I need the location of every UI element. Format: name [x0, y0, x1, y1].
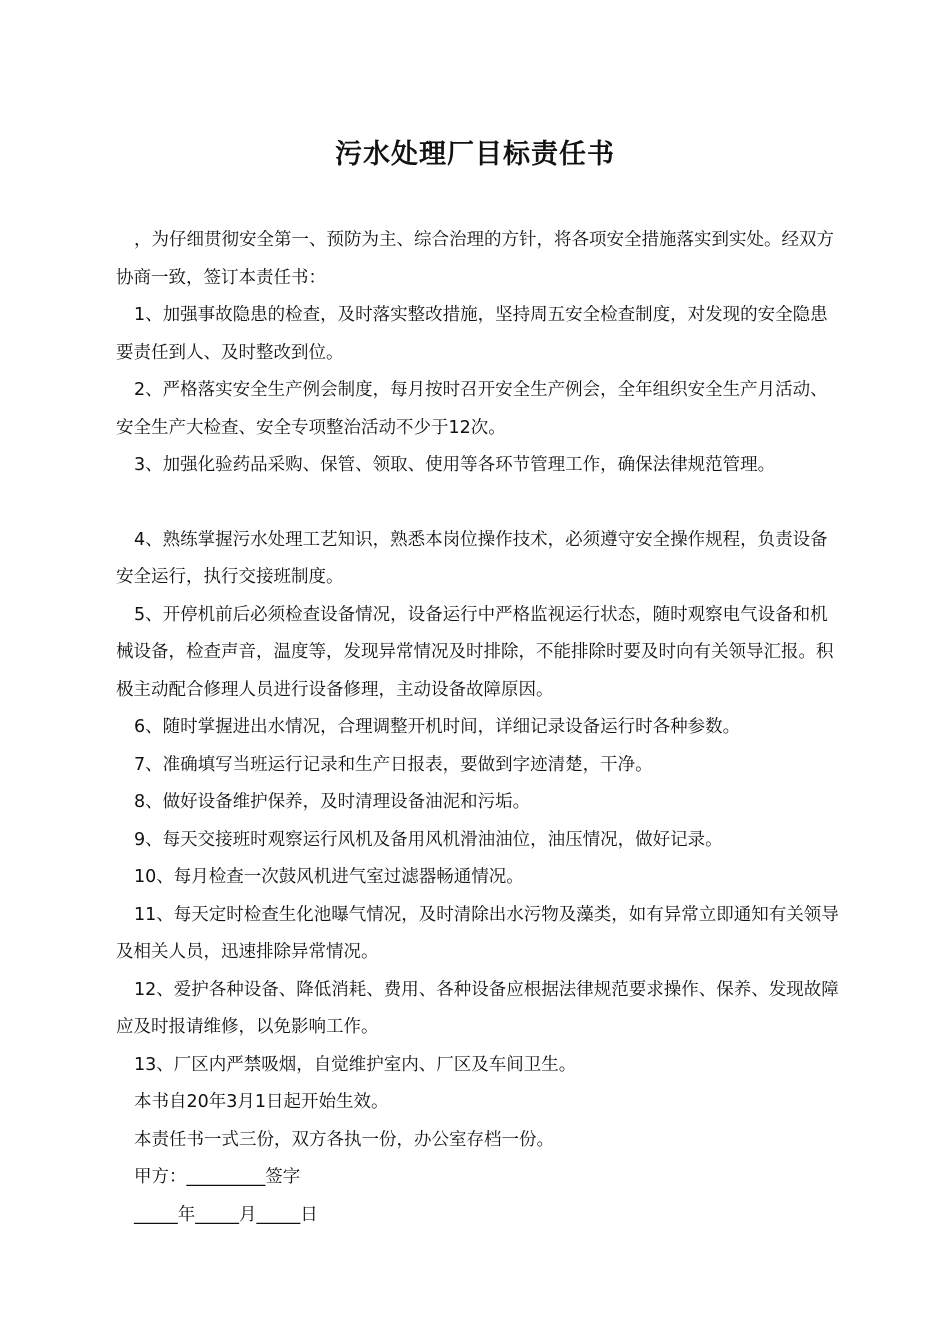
- clause-11: 11、每天定时检查生化池曝气情况，及时清除出水污物及藻类，如有异常立即通知有关领导及相关人员，迅速排除异常情况。: [116, 904, 839, 962]
- clause-9: 9、每天交接班时观察运行风机及备用风机滑油油位，油压情况，做好记录。: [134, 829, 723, 850]
- intro-paragraph: ，为仔细贯彻安全第一、预防为主、综合治理的方针，将各项安全措施落实到实处。经双方协商一致，签订本责任书：: [116, 230, 834, 288]
- date-line: _____年_____月_____日: [134, 1204, 318, 1225]
- clause-5: 5、开停机前后必须检查设备情况，设备运行中严格监视运行状态，随时观察电气设备和机械设备，检查声音，温度等，发现异常情况及时排除，不能排除时要及时向有关领导汇报。积极主动配合修理人员进行设备修理，主动设备故障原因。: [116, 604, 834, 700]
- paragraph-gap: [116, 485, 840, 522]
- document-title: 污水处理厂目标责任书: [335, 139, 615, 170]
- clause-2: 2、严格落实安全生产例会制度，每月按时召开安全生产例会，全年组织安全生产月活动、安全生产大检查、安全专项整治活动不少于12次。: [116, 380, 828, 438]
- document-body: [116, 222, 840, 1234]
- party-a-signature-line: 甲方：_________签字: [134, 1167, 301, 1187]
- clause-3: 3、加强化验药品采购、保管、领取、使用等各环节管理工作，确保法律规范管理。: [134, 455, 776, 475]
- clause-8: 8、做好设备维护保养，及时清理设备油泥和污垢。: [134, 792, 531, 812]
- clause-4: 4、熟练掌握污水处理工艺知识，熟悉本岗位操作技术，必须遵守安全操作规程，负责设备安全运行，执行交接班制度。: [116, 529, 828, 587]
- clause-13: 13、厂区内严禁吸烟，自觉维护室内、厂区及车间卫生。: [134, 1054, 577, 1075]
- copies-line: 本责任书一式三份，双方各执一份，办公室存档一份。: [134, 1129, 554, 1150]
- effective-date-line: 本书自20年3月1日起开始生效。: [134, 1092, 389, 1112]
- clause-6: 6、随时掌握进出水情况，合理调整开机时间，详细记录设备运行时各种参数。: [134, 717, 741, 737]
- clause-10: 10、每月检查一次鼓风机进气室过滤器畅通情况。: [134, 867, 524, 887]
- clause-1: 1、加强事故隐患的检查，及时落实整改措施，坚持周五安全检查制度，对发现的安全隐患要责任到人、及时整改到位。: [116, 305, 828, 363]
- clause-7: 7、准确填写当班运行记录和生产日报表，要做到字迹清楚，干净。: [134, 754, 653, 775]
- clause-12: 12、爱护各种设备、降低消耗、费用、各种设备应根据法律规范要求操作、保养、发现故障应及时报请维修，以免影响工作。: [116, 979, 839, 1037]
